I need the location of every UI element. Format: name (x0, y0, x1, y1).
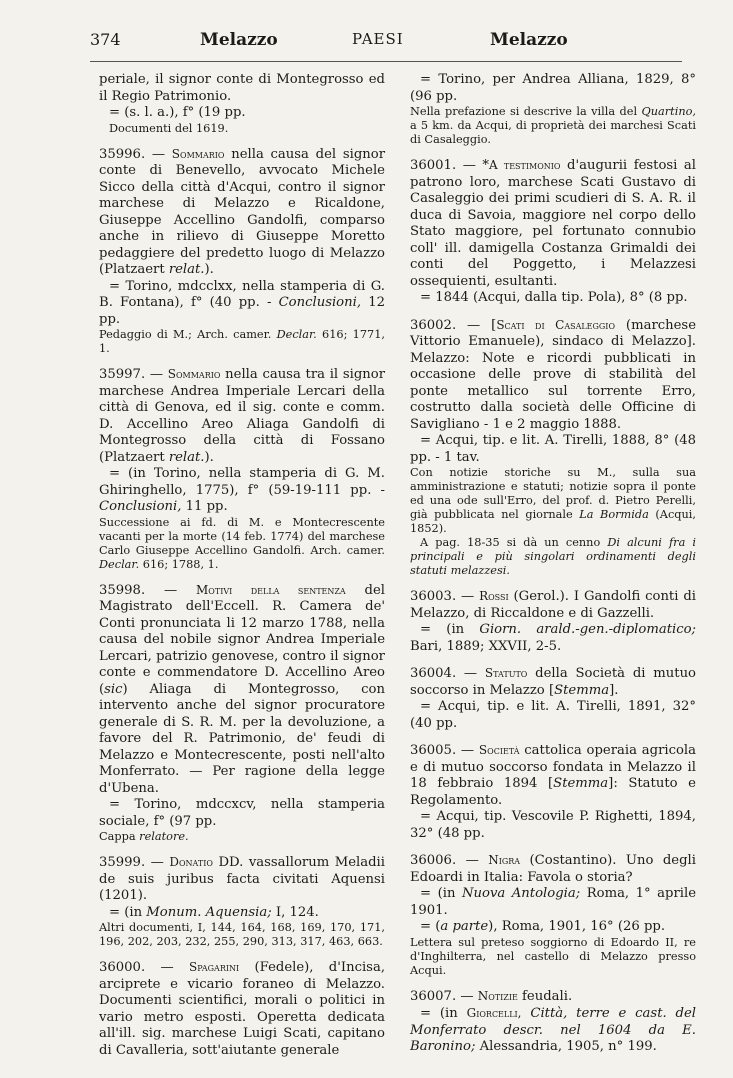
entry-note: A pag. 18-35 si dà un cenno Di alcuni fra i principali e più singolari ordinamenti degli statuti melazzesi. (410, 536, 696, 577)
entry-note: Successione ai fd. di M. e Montecrescente vacanti per la morte (14 feb. 1774) del marchese Carlo Giuseppe Accellino Gandolfi. Arch. camer. Declar. 616; 1788, 1. (99, 515, 385, 571)
entry-36007: 36007. — Notizie feudali. (410, 988, 573, 1004)
left-keyword: Melazzo (200, 30, 278, 50)
entry-36001: 36001. — *A testimonio d'augurii festosi al patrono loro, marchese Scati Gustavo di Casaleggio dei primi scudieri di S. A. R. il duca di Savoia, maggiore nel corpo dello Stato maggiore, pel fortunato connubio coll' ill. damigella Costanza Grimaldi dei conti del Poggetto, i Melazzesi ossequienti, esultanti. (410, 158, 697, 289)
entry-36006: 36006. — Nigra (Costantino). Uno degli Edoardi in Italia: Favola o storia? (410, 853, 696, 885)
entry-note: Pedaggio di M.; Arch. camer. Declar. 616; 1771, 1. (99, 328, 385, 355)
entry-36000: 36000. — Spagarini (Fedele), d'Incisa, arciprete e vicario foraneo di Melazzo. Documenti scientifici, morali o politici in vario metro esposti. Operetta dedicata all'ill. sig. marchese Luigi Scati, capitano di Cavalleria, sott'aiutante generale (99, 960, 386, 1058)
page-number: 374 (90, 30, 121, 49)
publication-line: = Torino, mdccxcv, nella stamperia sociale, f° (97 pp. (99, 797, 385, 829)
entry-note: Nella prefazione si descrive la villa del Quartino, a 5 km. da Acqui, di proprietà dei marchesi Scati di Casaleggio. (410, 105, 696, 146)
publication-line: = Acqui, tip. Vescovile P. Righetti, 1894, 32° (48 pp. (410, 809, 696, 841)
publication-line: = (in Giorcelli, Città, terre e cast. del Monferrato descr. nel 1604 da E. Baronino; Alessandria, 1905, n° 199. (410, 1006, 696, 1054)
running-header (0, 30, 733, 56)
entry-note: Con notizie storiche su M., sulla sua amministrazione e statuti; notizie sopra il ponte ed una ode sull'Erro, del prof. d. Pietro Perelli, già pubblicata nel giornale La Bormida (Acqui, 1852). (410, 466, 696, 535)
publication-line: = Torino, per Andrea Alliana, 1829, 8° (96 pp. (410, 72, 696, 104)
publication-line: = (in Giorn. arald.-gen.-diplomatico; Bari, 1889; XXVII, 2-5. (410, 622, 696, 654)
header-rule (90, 61, 682, 62)
entry-36002: 36002. — [Scati di Casaleggio (marchese Vittorio Emanuele), sindaco di Melazzo]. Melazzo: Note e ricordi pubblicati in occasione delle prove di stabilità del ponte metallico sul torrente Erro, costrutto dalla società delle Officine di Savigliano - 1 e 2 maggio 1888. (410, 317, 697, 432)
publication-line: = (a parte), Roma, 1901, 16° (26 pp. (420, 919, 666, 934)
entry-36004: 36004. — Statuto della Società di mutuo soccorso in Melazzo [Stemma]. (410, 666, 697, 698)
entry-35997: 35997. — Sommario nella causa tra il signor marchese Andrea Imperiale Lercari della città di Genova, ed il sig. conte e comm. D. Accellino Areo Aliaga Gandolfi di Montegrosso della città di Fossano (Platzaert relat.). (99, 367, 385, 465)
continued-entry: periale, il signor conte di Montegrosso ed il Regio Patrimonio. (99, 72, 385, 104)
publication-line: = Acqui, tip. e lit. A. Tirelli, 1891, 32° (40 pp. (410, 699, 696, 731)
entry-36005: 36005. — Società cattolica operaia agricola e di mutuo soccorso fondata in Melazzo il 18 febbraio 1894 [Stemma]: Statuto e Regolamento. (410, 743, 696, 808)
right-column (410, 72, 696, 1056)
publication-line: = (in Nuova Antologia; Roma, 1° aprile 1901. (410, 886, 697, 918)
entry-note: Documenti del 1619. (109, 121, 229, 135)
publication-line: = (in Monum. Aquensia; I, 124. (109, 904, 319, 920)
entry-35998: 35998. — Motivi della sentenza del Magistrato dell'Eccell. R. Camera de' Conti pronunciata li 12 marzo 1788, nella causa del nobile signor Andrea Imperiale Lercari, patrizio genovese, contro il signor conte e commendatore D. Accellino Areo (sic) Aliaga di Montegrosso, con intervento anche del signor procuratore generale di S. R. M. per la devoluzione, a favore del R. Patrimonio, de' feudi di Melazzo e Montecrescente, posti nell'alto Monferrato. — Per ragione della legge d'Ubena. (99, 582, 386, 796)
entry-note: Cappa relatore. (99, 830, 189, 843)
publication-line: = (s. l. a.), f° (19 pp. (109, 105, 246, 120)
right-keyword: Melazzo (490, 30, 568, 50)
entry-35999: 35999. — Donatio DD. vassallorum Meladii de suis juribus facta civitati Aquensi (1201). (99, 855, 385, 903)
publication-line: = 1844 (Acqui, dalla tip. Pola), 8° (8 pp. (420, 290, 688, 305)
entry-36003: 36003. — Rossi (Gerol.). I Gandolfi conti di Melazzo, di Riccaldone e di Gazzelli. (410, 589, 696, 621)
section-title: PAESI (352, 30, 404, 48)
entry-note: Altri documenti, I, 144, 164, 168, 169, 170, 171, 196, 202, 203, 232, 255, 290, 313, 317, 463, 663. (99, 921, 385, 948)
entry-35996: 35996. — Sommario nella causa del signor conte di Benevello, avvocato Michele Sicco della città d'Acqui, contro il signor marchese di Melazzo e Ricaldone, Giuseppe Accellino Gandolfi, comparso anche in rilievo di Giuseppe Moretto pedaggiere del predetto luogo di Melazzo (Platzaert relat.). (99, 146, 385, 277)
publication-line: = Acqui, tip. e lit. A. Tirelli, 1888, 8° (48 pp. - 1 tav. (410, 433, 696, 465)
left-column (99, 72, 385, 1059)
entry-note: Lettera sul preteso soggiorno di Edoardo II, re d'Inghilterra, nel castello di Melazzo presso Acqui. (410, 935, 696, 977)
publication-line: = Torino, mdcclxx, nella stamperia di G. B. Fontana), f° (40 pp. - Conclusioni, 12 pp. (99, 278, 385, 327)
publication-line: = (in Torino, nella stamperia di G. M. Ghiringhello, 1775), f° (59-19-111 pp. - Conclusioni, 11 pp. (99, 466, 385, 514)
